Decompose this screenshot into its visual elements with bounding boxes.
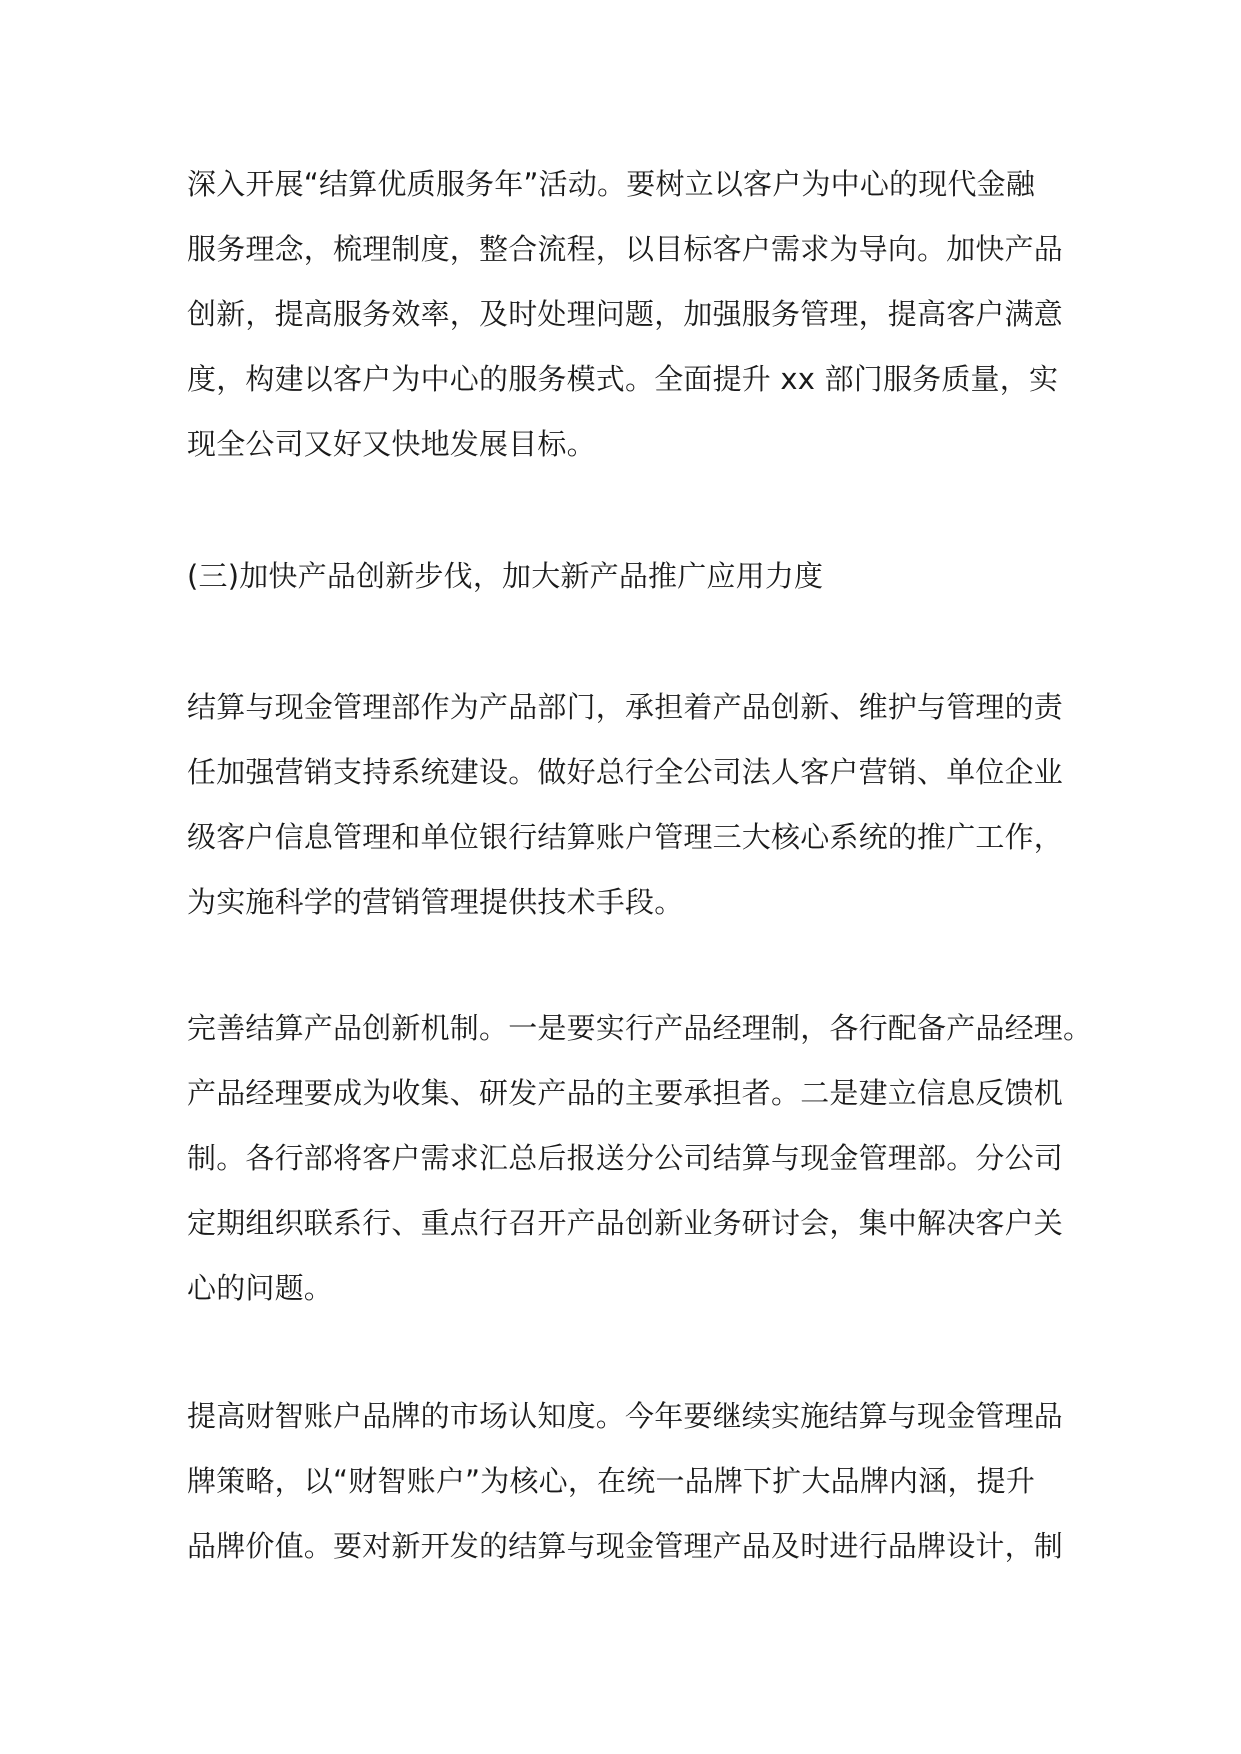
paragraph-line: 深入开展“结算优质服务年”活动。要树立以客户为中心的现代金融 [187, 167, 1036, 201]
paragraph-line: 定期组织联系行、重点行召开产品创新业务研讨会，集中解决客户关 [187, 1206, 1064, 1240]
paragraph-line: 品牌价值。要对新开发的结算与现金管理产品及时进行品牌设计，制 [187, 1529, 1064, 1563]
section-heading-text: (三)加快产品创新步伐，加大新产品推广应用力度 [187, 559, 824, 593]
section-heading [187, 544, 1067, 609]
paragraph-service-year [187, 152, 1067, 477]
paragraph-line: 现全公司又好又快地发展目标。 [187, 427, 596, 461]
paragraph-line: 产品经理要成为收集、研发产品的主要承担者。二是建立信息反馈机 [187, 1076, 1064, 1110]
paragraph-line: 创新，提高服务效率，及时处理问题，加强服务管理，提高客户满意 [187, 297, 1064, 331]
paragraph-line: 牌策略，以“财智账户”为核心，在统一品牌下扩大品牌内涵，提升 [187, 1464, 1036, 1498]
paragraph-product-department [187, 675, 1067, 935]
paragraph-line: 级客户信息管理和单位银行结算账户管理三大核心系统的推广工作， [187, 820, 1064, 854]
paragraph-line: 心的问题。 [187, 1271, 334, 1305]
paragraph-line: 制。各行部将客户需求汇总后报送分公司结算与现金管理部。分公司 [187, 1141, 1064, 1175]
paragraph-line: 完善结算产品创新机制。一是要实行产品经理制，各行配备产品经理。 [187, 1011, 1093, 1045]
paragraph-innovation-mechanism [187, 996, 1093, 1321]
paragraph-line: 为实施科学的营销管理提供技术手段。 [187, 885, 684, 919]
paragraph-line: 结算与现金管理部作为产品部门，承担着产品创新、维护与管理的责 [187, 690, 1064, 724]
paragraph-brand-awareness [187, 1384, 1067, 1579]
paragraph-line: 提高财智账户品牌的市场认知度。今年要继续实施结算与现金管理品 [187, 1399, 1064, 1433]
paragraph-line: 度，构建以客户为中心的服务模式。全面提升 xx 部门服务质量，实 [187, 362, 1059, 396]
paragraph-line: 任加强营销支持系统建设。做好总行全公司法人客户营销、单位企业 [187, 755, 1064, 789]
paragraph-line: 服务理念，梳理制度，整合流程，以目标客户需求为导向。加快产品 [187, 232, 1064, 266]
